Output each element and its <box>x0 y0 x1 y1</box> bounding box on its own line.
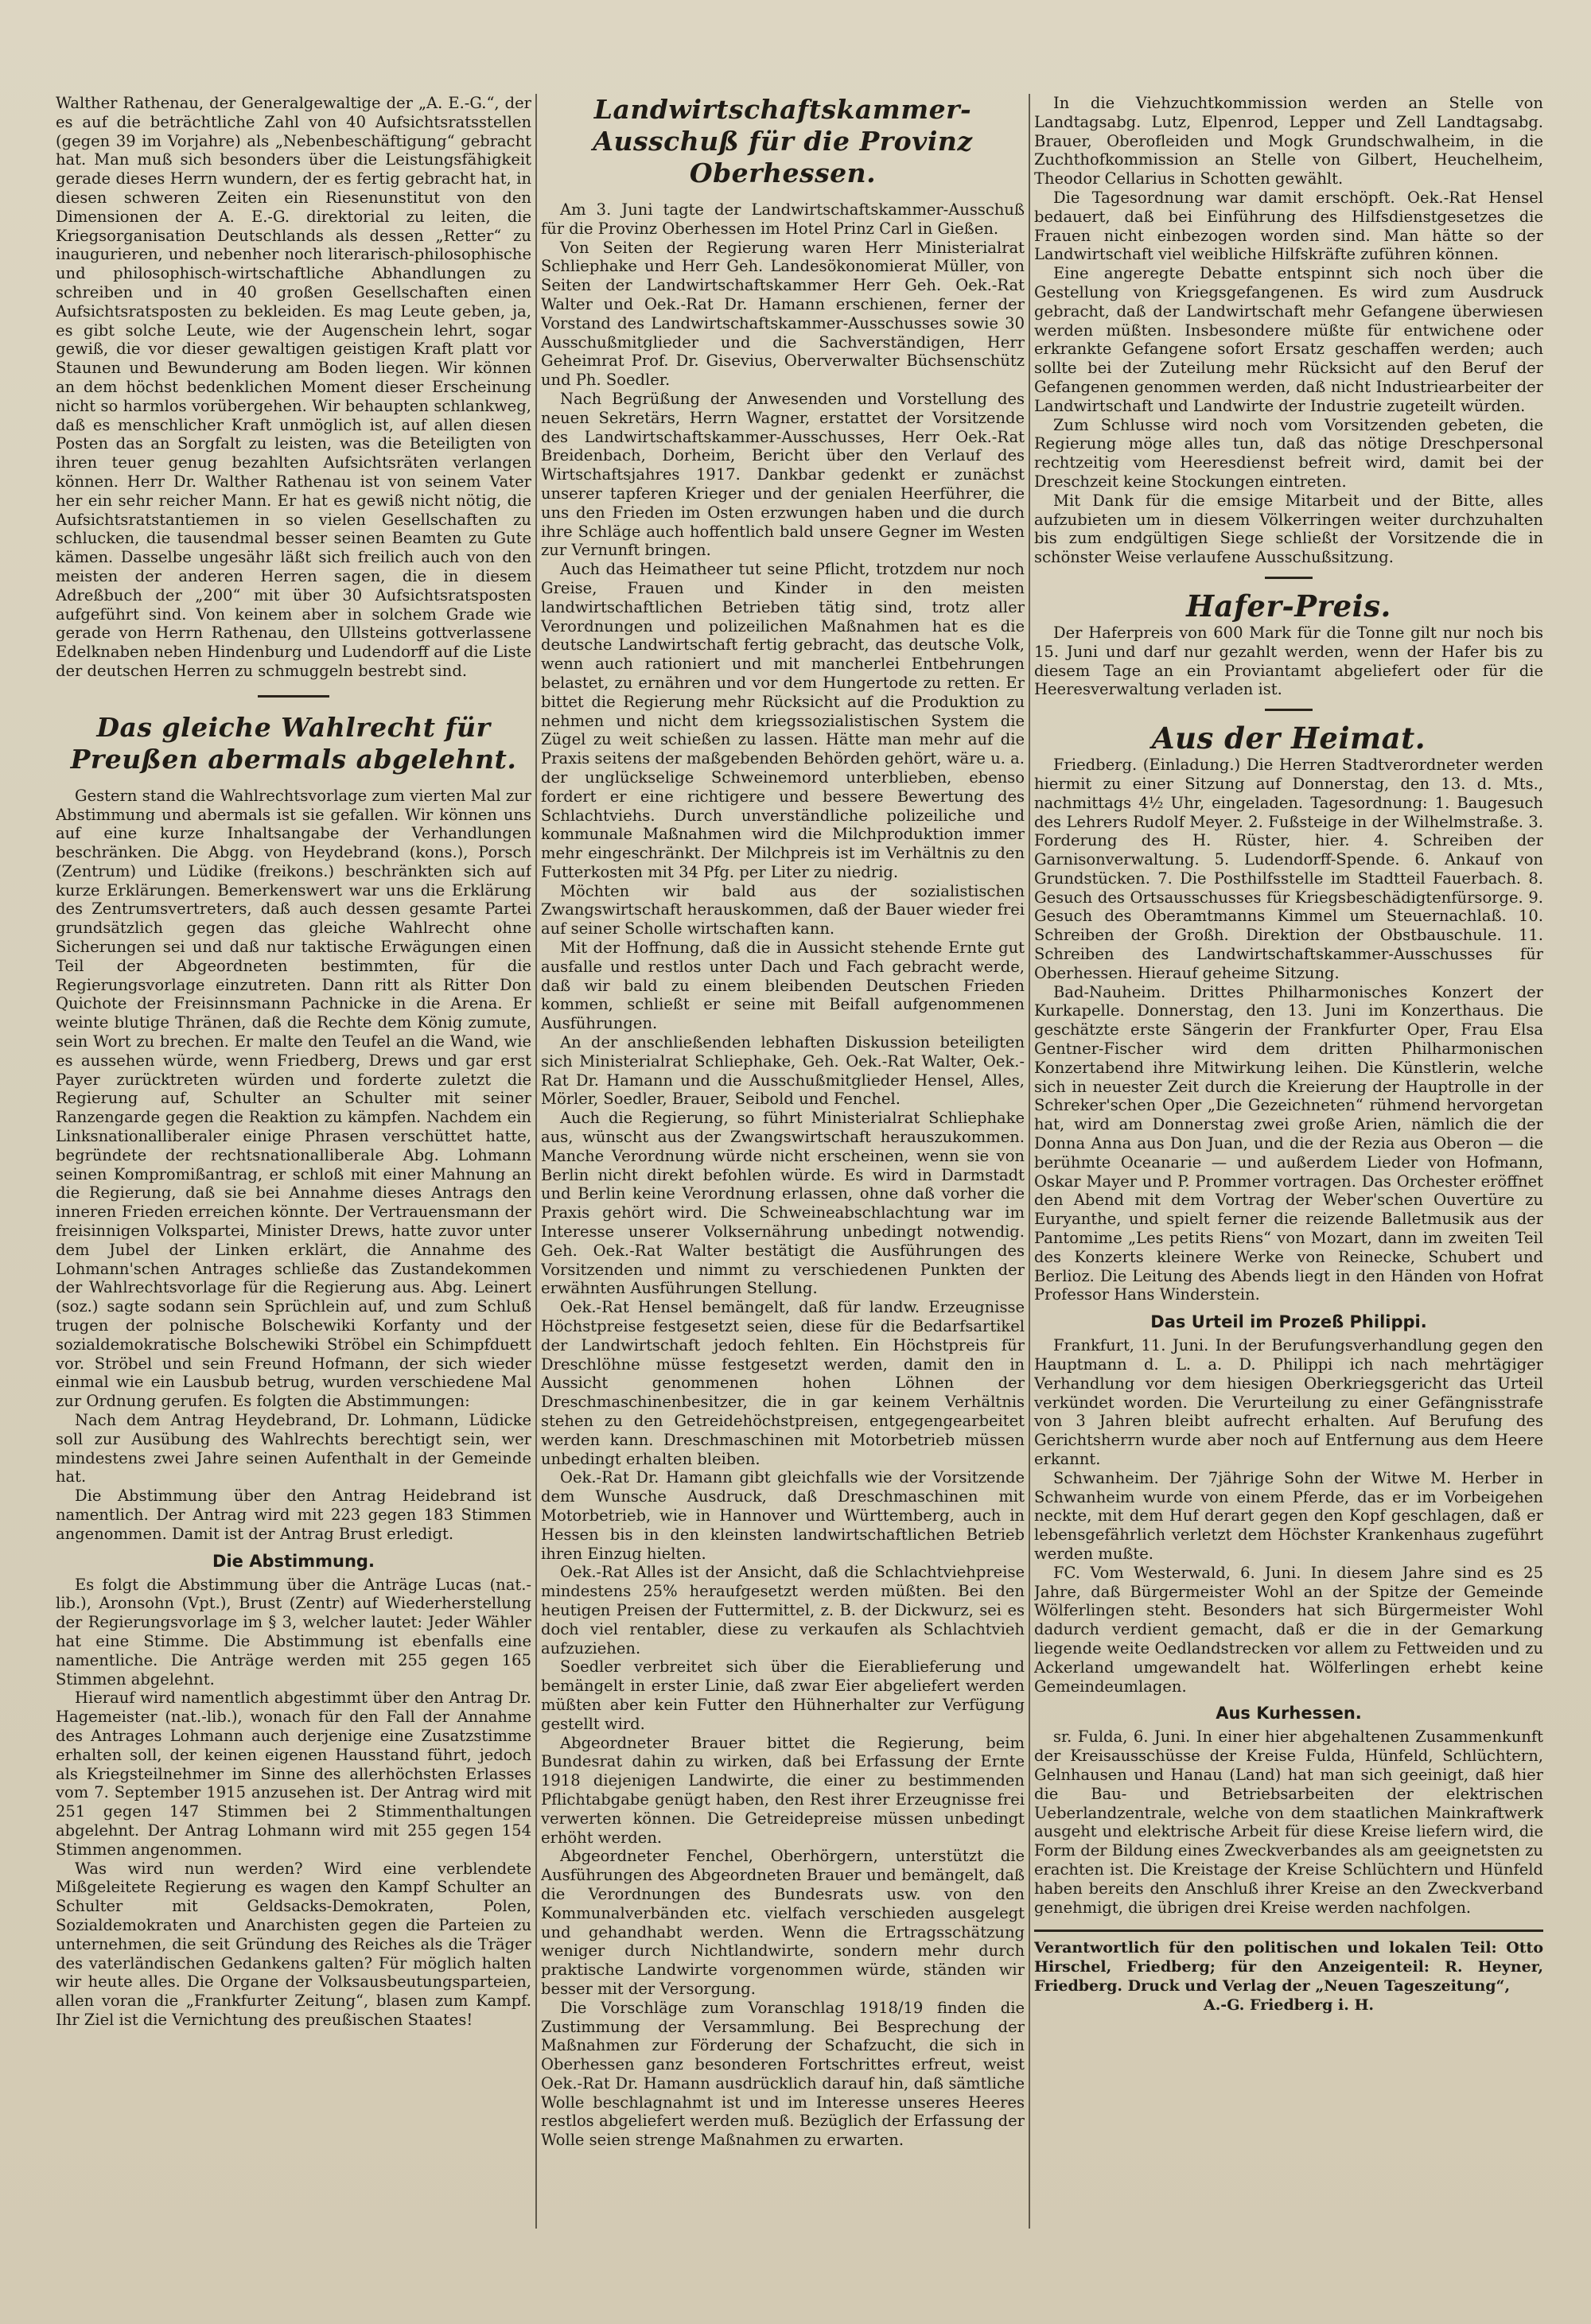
wahlrecht-paragraph: Die Abstimmung über den Antrag Heidebrand ist namentlich. Der Antrag wird mit 223 gegen 183 Stimmen angenommen. Damit ist der Antrag Brust erledigt. <box>56 1487 531 1543</box>
landwirtschaft-paragraph: Von Seiten der Regierung waren Herr Ministerialrat Schliephake und Herr Geh. Landesökonomierat Müller, von Seiten der Landwirtschaftskammer Herr Geh. Oek.-Rat Walter und Oek.-Rat Dr. Hamann erschienen, ferner der Vorstand des Landwirtschaftskammer-Ausschusses sowie 30 Ausschußmitglieder und die Sachverständigen, Herr Geheimrat Prof. Dr. Gisevius, Oberverwalter Büchsenschütz und Ph. Soedler. <box>541 238 1025 390</box>
landwirtschaft-paragraph: Möchten wir bald aus der sozialistischen Zwangswirtschaft herauskommen, daß der Bauer wieder frei auf seiner Scholle wirtschaften kann. <box>541 881 1025 939</box>
abstimmung-paragraph: Es folgt die Abstimmung über die Anträge Lucas (nat.-lib.), Aronsohn (Vpt.), Brust (Zentr) auf Wiederherstellung der Regierungsvorlage im § 3, welcher lautet: Jeder Wähler hat eine Stimme. Die Abstimmung ist ebenfalls eine namentliche. Die Anträge werden mit 255 gegen 165 Stimmen abgelehnt. <box>56 1575 531 1689</box>
heimat-paragraph: Bad-Nauheim. Drittes Philharmonisches Konzert der Kurkapelle. Donnerstag, den 13. Juni im Konzerthaus. Die geschätzte erste Sängerin der Frankfurter Oper, Frau Elsa Gentner-Fischer wird dem dritten Philharmonischen Konzertabend ihre Mitwirkung leihen. Die Künstlerin, welche sich in neuester Zeit durch die Kreierung der Hauptrolle in der Schreker'schen Oper „Die Gezeichneten“ rühmend hervorgetan hat, wird am Donnerstag zwei große Arien, nämlich die der Donna Anna aus Don Juan, und die der Rezia aus Oberon — die berühmte Oceanarie — und außerdem Lieder von Hofmann, Oskar Mayer und P. Prommer vortragen. Das Orchester eröffnet den Abend mit dem Vortrag der Weber'schen Ouvertüre zu Euryanthe, und spielt ferner die reizende Balletmusik aus der Pantomime „Les petits Riens“ von Mozart, dann im zweiten Teil des Konzerts kleinere Werke von Reinecke, Schubert und Berlioz. Die Leitung des Abends liegt in den Händen von Hofrat Professor Hans Winderstein. <box>1034 982 1543 1304</box>
column-2 <box>541 94 1025 2229</box>
abstimmung-paragraph: Hierauf wird namentlich abgestimmt über den Antrag Dr. Hagemeister (nat.-lib.), wonach für den Fall der Annahme des Antrages Lohmann auch derjenige eine Zusatzstimme erhalten soll, der keinen eigenen Hausstand führt, jedoch als Kriegsteilnehmer im Sinne des allerhöchsten Erlasses vom 7. September 1915 anzusehen ist. Der Antrag wird mit 251 gegen 147 Stimmen bei 2 Stimmenthaltungen abgelehnt. Der Antrag Lohmann wird mit 255 gegen 154 Stimmen angenommen. <box>56 1689 531 1859</box>
landwirtschaft-paragraph: Oek.-Rat Alles ist der Ansicht, daß die Schlachtviehpreise mindestens 25% heraufgesetzt werden müßten. Bei den heutigen Preisen der Futtermittel, z. B. der Dickwurz, sei es doch viel rentabler, diese zu verkaufen als Schlachtvieh aufzuziehen. <box>541 1563 1025 1658</box>
ausschuss-paragraph: Zum Schlusse wird noch vom Vorsitzenden gebeten, die Regierung möge alles tun, daß das nötige Dreschpersonal rechtzeitig vom Heeresdienst befreit wird, damit bei der Dreschzeit keine Stockungen eintreten. <box>1034 415 1543 491</box>
abstimmung-paragraph: Was wird nun werden? Wird eine verblendete Mißgeleitete Regierung es wagen den Kampf Schulter an Schulter mit Geldsacks-Demokraten, Polen, Sozialdemokraten und Anarchisten gegen die Parteien zu unternehmen, die seit Gründung des Reiches als die Träger des vaterländischen Gedankens galten? Für möglich halten wir heute alles. Die Organe der Volksausbeutungsparteien, allen voran die „Frankfurter Zeitung“, blasen zum Kampf. Ihr Ziel ist die Vernichtung des preußischen Staates! <box>56 1859 531 2029</box>
kurhessen-headline: Aus Kurhessen. <box>1216 1704 1362 1724</box>
landwirtschaft-paragraph: Oek.-Rat Hensel bemängelt, daß für landw. Erzeugnisse Höchstpreise festgesetzt seien, diese für die Bedarfsartikel der Landwirtschaft jedoch fehlten. Ein Höchstpreis für Dreschlöhne müsse festgesetzt werden, damit den in Aussicht genommenen hohen Löhnen der Dreschmaschinenbesitzer, die in gar keinem Verhältnis stehen zu den Getreidehöchstpreisen, entgegengearbeitet werden kann. Dreschmaschinen mit Motorbetrieb müssen unbedingt erhalten bleiben. <box>541 1298 1025 1468</box>
imprint-line: Verantwortlich für den politischen und lokalen Teil: Otto Hirschel, Friedberg; für den Anzeigenteil: R. Heyner, Friedberg. Druck und Verlag der „Neuen Tageszeitung“, <box>1034 1939 1543 1996</box>
abstimmung-subhead: Die Abstimmung. <box>212 1551 375 1571</box>
wahlrecht-headline: Das gleiche Wahlrecht für Preußen abermals abgelehnt. <box>70 711 517 775</box>
landwirtschaft-paragraph: Die Vorschläge zum Voranschlag 1918/19 finden die Zustimmung der Versammlung. Bei Besprechung der Maßnahmen zur Förderung der Schafzucht, die sich in Oberhessen ganz besonderen Fortschrittes erfreut, weist Oek.-Rat Dr. Hamann ausdrücklich darauf hin, daß sämtliche Wolle beschlagnahmt ist und im Interesse unseres Heeres restlos abgeliefert werden muß. Bezüglich der Erfassung der Wolle seien strenge Maßnahmen zu erwarten. <box>541 1998 1025 2150</box>
kurhessen-paragraph: sr. Fulda, 6. Juni. In einer hier abgehaltenen Zusammenkunft der Kreisausschüsse der Kreise Fulda, Hünfeld, Schlüchtern, Gelnhausen und Hanau (Land) hat man sich geeinigt, daß hier die Bau- und Betriebsarbeiten der elektrischen Ueberlandzentrale, welche von dem staatlichen Mainkraftwerk ausgeht und elektrische Arbeit für diese Kreise liefern wird, die Form der Bildung eines Zweckverbandes als am geeignetsten zu erachten ist. Die Kreistage der Kreise Schlüchtern und Hünfeld haben bereits den Anschluß ihrer Kreise an den Zweckverband genehmigt, die übrigen drei Kreise werden nachfolgen. <box>1034 1727 1543 1917</box>
urteil-headline: Das Urteil im Prozeß Philippi. <box>1150 1312 1427 1332</box>
rathenau-paragraph: Walther Rathenau, der Generalgewaltige der „A. E.-G.“, der es auf die beträchtliche Zahl von 40 Aufsichtsratsstellen (gegen 39 im Vorjahre) als „Nebenbeschäftigung“ gebracht hat. Man muß sich besonders über die Leistungsfähigkeit gerade dieses Herrn wundern, der es fertig gebracht hat, in diesen schweren Zeiten ein Riesenunstitut von den Dimensionen der A. E.-G. direktorial zu leiten, die Kriegsorganisation Deutschlands als dessen „Retter“ zu inaugurieren, und nebenher noch literarisch-philosophische und philosophisch-wirtschaftliche Abhandlungen zu schreiben und in 40 großen Gesellschaften einen Aufsichtsratsposten zu bekleiden. Es mag Leute geben, ja, es gibt solche Leute, wie der Augenschein lehrt, sogar gewiß, die vor dieser gewaltigen geistigen Kraft platt vor Staunen und Bewunderung am Boden liegen. Wir können an dem höchst bedenklichen Moment dieser Erscheinung nicht so harmlos vorübergehen. Wir behaupten schlankweg, daß es menschlicher Kraft unmöglich ist, auf allen diesen Posten das an Sorgfalt zu leisten, was die Beteiligten von ihren teuer genug bezahlten Aufsichtsräten verlangen können. Herr Dr. Walther Rathenau ist von seinem Vater her ein sehr reicher Mann. Er hat es gewiß nicht nötig, die Aufsichtsratstantiemen in so vielen Gesellschaften zu schlucken, die tausendmal besser seinen Beamten zu Gute kämen. Dasselbe ungesähr läßt sich freilich auch von den meisten der anderen Herren sagen, die in diesem Adreßbuch der „200“ mit über 30 Aufsichtsratsposten aufgeführt sind. Von keinem aber in solchem Grade wie gerade von Herrn Rathenau, den Ullsteins gottverlassene Edelknaben neben Hindenburg und Ludendorff auf die Liste der deutschen Herren zu schmuggeln bestrebt sind. <box>56 94 531 680</box>
urteil-paragraph: Schwanheim. Der 7jährige Sohn der Witwe M. Herber in Schwanheim wurde von einem Pferde, das er im Vorbeigehen neckte, mit dem Huf derart gegen den Kopf geschlagen, daß er lebensgefährlich verletzt dem Höchster Krankenhaus zugeführt werden mußte. <box>1034 1468 1543 1563</box>
landwirtschaft-headline: Landwirtschaftskammer-Ausschuß für die Provinz Oberhessen. <box>593 94 973 188</box>
landwirtschaft-paragraph: Nach Begrüßung der Anwesenden und Vorstellung des neuen Sekretärs, Herrn Wagner, erstattet der Vorsitzende des Landwirtschaftskammer-Ausschusses, Herr Oek.-Rat Breidenbach, Dorheim, Bericht über den Verlauf des Wirtschaftsjahres 1917. Dankbar gedenkt er zunächst unserer tapferen Krieger und der genialen Heerführer, die uns den Frieden im Osten erzwungen haben und die durch ihre Schläge auch hoffentlich bald unsere Gegner im Westen zur Vernunft bringen. <box>541 389 1025 560</box>
column-rule <box>1029 94 1030 2229</box>
haferpreis-paragraph: Der Haferpreis von 600 Mark für die Tonne gilt nur noch bis 15. Juni und darf nur gezahlt werden, wenn der Hafer bis zu diesem Tage an ein Proviantamt abgeliefert oder für die Heeresverwaltung verladen ist. <box>1034 623 1543 699</box>
landwirtschaft-paragraph: Auch die Regierung, so führt Ministerialrat Schliephake aus, wünscht aus der Zwangswirtschaft herauszukommen. Manche Verordnung würde nicht erscheinen, wenn sie von Berlin nicht direkt befohlen würde. Es wird in Darmstadt und Berlin keine Verordnung erlassen, ohne daß vorher die Praxis gehört wird. Die Schweineabschlachtung war im Interesse unserer Volksernährung unbedingt notwendig. Geh. Oek.-Rat Walter bestätigt die Ausführungen des Vorsitzenden und nimmt zu verschiedenen Punkten der erwähnten Ausführungen Stellung. <box>541 1109 1025 1298</box>
imprint-publisher: A.-G. Friedberg i. H. <box>1203 1996 1375 2015</box>
article-separator <box>1265 709 1313 711</box>
article-separator <box>258 695 329 698</box>
landwirtschaft-paragraph: Abgeordneter Brauer bittet die Regierung, beim Bundesrat dahin zu wirken, daß bei Erfassung der Ernte 1918 diejenigen Landwirte, die einer zu bestimmenden Pflichtabgabe genügt haben, den Rest ihrer Erzeugnisse frei verwerten können. Die Getreidepreise müssen unbedingt erhöht werden. <box>541 1733 1025 1847</box>
column-rule <box>535 94 537 2229</box>
column-3 <box>1034 94 1543 2229</box>
landwirtschaft-paragraph: Soedler verbreitet sich über die Eierablieferung und bemängelt in erster Linie, daß zwar Eier abgeliefert werden müßten aber kein Futter den Hühnerhalter zur Verfügung gestellt wird. <box>541 1658 1025 1733</box>
landwirtschaft-paragraph: Auch das Heimatheer tut seine Pflicht, trotzdem nur noch Greise, Frauen und Kinder in den meisten landwirtschaftlichen Betrieben tätig sind, trotz aller Verordnungen und polizeilichen Maßnahmen hat es die deutsche Landwirtschaft fertig gebracht, das deutsche Volk, wenn auch rationiert und mit mancherlei Entbehrungen belastet, zu ernähren und vor dem Hungertode zu retten. Er bittet die Regierung mehr Rücksicht auf die Produktion zu nehmen und nicht dem kriegssozialistischen System die Zügel zu weit schießen zu lassen. Hätte man mehr auf die Praxis seitens der maßgebenden Behörden gehört, wäre u. a. der unglückselige Schweinemord unterblieben, ebenso fordert er eine richtigere und bessere Bewertung des Schlachtviehs. Durch unverständliche polizeiliche und kommunale Maßnahmen wird die Milchproduktion immer mehr eingeschränkt. Der Milchpreis ist im Verhältnis zu den Futterkosten mit 34 Pfg. per Liter zu niedrig. <box>541 560 1025 881</box>
imprint-footer <box>1034 1930 1543 2015</box>
column-1 <box>56 94 531 2229</box>
ausschuss-paragraph: Eine angeregte Debatte entspinnt sich noch über die Gestellung von Kriegsgefangenen. Es wird zum Ausdruck gebracht, daß der Landwirtschaft mehr Gefangene überwiesen werden müßten. Insbesondere müßte für entwichene oder erkrankte Gefangene sofort Ersatz geschaffen werden; auch sollte bei der Zuteilung mehr Rücksicht auf den Beruf der Gefangenen genommen werden, daß nicht Industriearbeiter der Landwirtschaft und Landwirte der Industrie zugeteilt würden. <box>1034 264 1543 415</box>
landwirtschaft-paragraph: Am 3. Juni tagte der Landwirtschaftskammer-Ausschuß für die Provinz Oberhessen im Hotel Prinz Carl in Gießen. <box>541 200 1025 238</box>
landwirtschaft-paragraph: Mit der Hoffnung, daß die in Aussicht stehende Ernte gut ausfalle und restlos unter Dach und Fach gebracht werde, daß wir bald zu einem bleibenden Deutschen Frieden kommen, schließt er seine mit Beifall aufgenommenen Ausführungen. <box>541 939 1025 1033</box>
wahlrecht-paragraph: Nach dem Antrag Heydebrand, Dr. Lohmann, Lüdicke soll zur Ausübung des Wahlrechts berechtigt sein, wer mindestens zwei Jahre seinen Aufenthalt in der Gemeinde hat. <box>56 1411 531 1487</box>
landwirtschaft-paragraph: Oek.-Rat Dr. Hamann gibt gleichfalls wie der Vorsitzende dem Wunsche Ausdruck, daß Dreschmaschinen mit Motorbetrieb, wie in Hannover und Württemberg, auch in Hessen bis in den kleinsten landwirtschaftlichen Betrieb ihren Einzug hielten. <box>541 1468 1025 1563</box>
heimat-headline: Aus der Heimat. <box>1151 721 1426 756</box>
ausschuss-paragraph: In die Viehzuchtkommission werden an Stelle von Landtagsabg. Lutz, Elpenrod, Lepper und Zell Landtagsabg. Brauer, Oberofleiden und Mogk Grundschwalheim, in die Zuchthofkommission an Stelle von Gilbert, Heuchelheim, Theodor Cellarius in Schotten gewählt. <box>1034 94 1543 188</box>
ausschuss-paragraph: Die Tagesordnung war damit erschöpft. Oek.-Rat Hensel bedauert, daß bei Einführung des Hilfsdienstgesetzes die Frauen nicht einbezogen worden sind. Man hätte so der Landwirtschaft viel weibliche Hilfskräfte zuführen können. <box>1034 188 1543 264</box>
urteil-paragraph: FC. Vom Westerwald, 6. Juni. In diesem Jahre sind es 25 Jahre, daß Bürgermeister Wohl an der Spitze der Gemeinde Wölferlingen steht. Besonders hat sich Bürgermeister Wohl dadurch verdient gemacht, daß er die in der Gemarkung liegende weite Oedlandstrecken vor allem zu Fettweiden und zu Ackerland umgewandelt hat. Wölferlingen erhebt keine Gemeindeumlagen. <box>1034 1563 1543 1696</box>
heimat-paragraph: Friedberg. (Einladung.) Die Herren Stadtverordneter werden hiermit zu einer Sitzung auf Donnerstag, den 13. d. Mts., nachmittags 4½ Uhr, eingeladen. Tagesordnung: 1. Baugesuch des Lehrers Rudolf Meyer. 2. Fußsteige in der Wilhelmstraße. 3. Forderung des H. Rüster, hier. 4. Schreiben der Garnisonverwaltung. 5. Ludendorff-Spende. 6. Ankauf von Grundstücken. 7. Die Posthilfsstelle im Stadtteil Fauerbach. 8. Gesuch des Ortsausschusses für Kriegsbeschädigtenfürsorge. 9. Gesuch des Oberamtmanns Kimmel um Steuernachlaß. 10. Schreiben der Großh. Direktion der Obstbauschule. 11. Schreiben des Landwirtschaftskammer-Ausschusses für Oberhessen. Hierauf geheime Sitzung. <box>1034 756 1543 982</box>
article-separator <box>1265 577 1313 579</box>
haferpreis-headline: Hafer-Preis. <box>1186 588 1391 624</box>
wahlrecht-paragraph: Gestern stand die Wahlrechtsvorlage zum vierten Mal zur Abstimmung und abermals ist sie gefallen. Wir können uns auf eine kurze Inhaltsangabe der Verhandlungen beschränken. Die Abgg. von Heydebrand (kons.), Porsch (Zentrum) und Lüdike (freikons.) beschränkten sich auf kurze Erklärungen. Bemerkenswert war uns die Erklärung des Zentrumsvertreters, daß auch dessen gesamte Partei grundsätzlich gegen das gleiche Wahlrecht ohne Sicherungen sei und daß nur taktische Erwägungen einen Teil der Abgeordneten bestimmten, für die Regierungsvorlage einzutreten. Dann ritt als Ritter Don Quichote der Freisinnsmann Pachnicke in die Arena. Er weinte blutige Thränen, daß die Rechte dem König zumute, sein Wort zu brechen. Er malte den Teufel an die Wand, wie es aussehen würde, wenn Friedberg, Drews und gar erst Payer zurücktreten würden und forderte zuletzt die Regierung auf, Schulter an Schulter mit seiner Ranzengarde gegen die Reaktion zu kämpfen. Nachdem ein Linksnationalliberaler einige Phrasen verschüttet hatte, begründete der rechtsnationalliberale Abg. Lohmann seinen Kompromißantrag, er schloß mit einer Mahnung an die Regierung, daß sie bei Annahme dieses Antrags den inneren Frieden erreichen könnte. Der Vertrauensmann der freisinnigen Volkspartei, Minister Drews, hatte zuvor unter dem Jubel der Linken erklärt, die Annahme des Lohmann'schen Antrages schließe das Zustandekommen der Wahlrechtsvorlage für die Regierung aus. Abg. Leinert (soz.) sagte sodann sein Sprüchlein auf, und zum Schluß trugen der polnische Bolschewiki Korfanty und der sozialdemokratische Bolschewiki Ströbel ein Schimpfduett vor. Ströbel und sein Freund Hofmann, der sich wieder einmal wie ein Lausbub betrug, wurden verschiedene Mal zur Ordnung gerufen. Es folgten die Abstimmungen: <box>56 786 531 1411</box>
landwirtschaft-paragraph: Abgeordneter Fenchel, Oberhörgern, unterstützt die Ausführungen des Abgeordneten Brauer und bemängelt, daß die Verordnungen des Bundesrats usw. von den Kommunalverbänden etc. vielfach verschieden ausgelegt und gehandhabt werden. Wenn die Ertragsschätzung weniger durch Nichtlandwirte, sondern mehr durch praktische Landwirte vorgenommen würde, ständen wir besser mit der Versorgung. <box>541 1847 1025 1998</box>
urteil-paragraph: Frankfurt, 11. Juni. In der Berufungsverhandlung gegen den Hauptmann d. L. a. D. Philippi ich nach mehrtägiger Verhandlung vor dem hiesigen Oberkriegsgericht das Urteil verkündet worden. Die Verurteilung zu einer Gefängnisstrafe von 3 Jahren bleibt aufrecht erhalten. Auf Berufung des Gerichtsherrn wurde aber noch auf Entfernung aus dem Heere erkannt. <box>1034 1336 1543 1468</box>
ausschuss-paragraph: Mit Dank für die emsige Mitarbeit und der Bitte, alles aufzubieten um in diesem Völkerringen weiter durchzuhalten bis zum endgültigen Siege schließt der Vorsitzende die in schönster Weise verlaufene Ausschußsitzung. <box>1034 491 1543 567</box>
landwirtschaft-paragraph: An der anschließenden lebhaften Diskussion beteiligten sich Ministerialrat Schliephake, Geh. Oek.-Rat Walter, Oek.-Rat Dr. Hamann und die Ausschußmitglieder Hensel, Alles, Mörler, Soedler, Brauer, Seibold und Fenchel. <box>541 1033 1025 1109</box>
